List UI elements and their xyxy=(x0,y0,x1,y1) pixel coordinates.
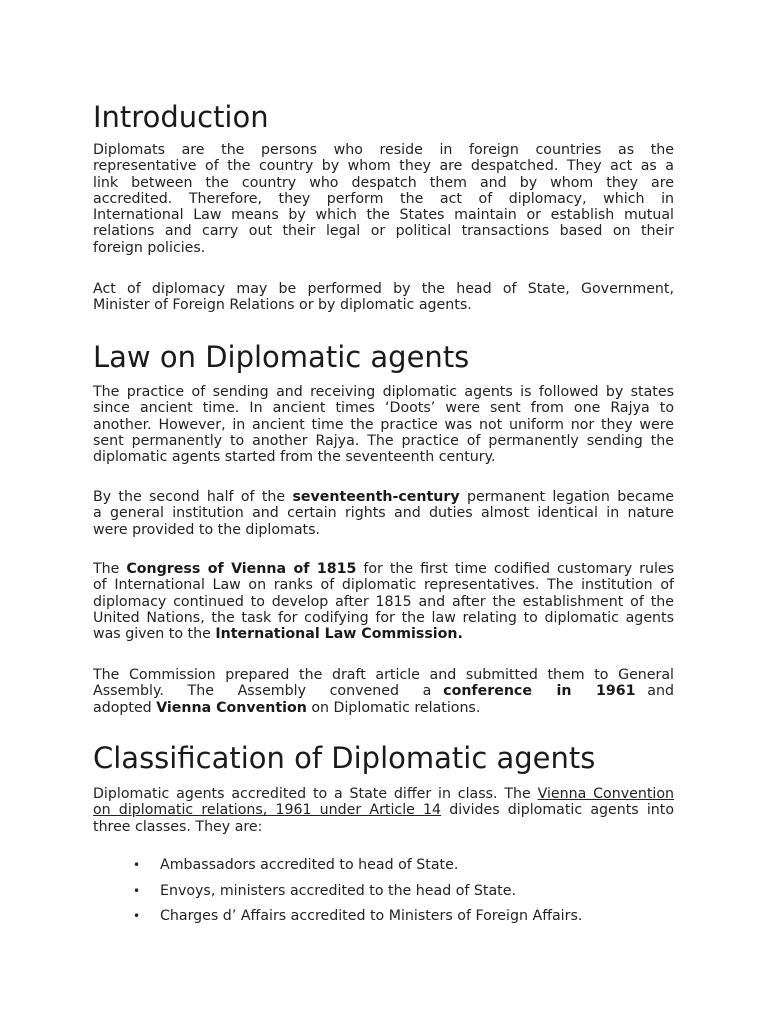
bold-text: Vienna Convention xyxy=(156,699,307,716)
paragraph-law-1 xyxy=(93,384,674,465)
text-line xyxy=(93,683,674,699)
paragraph-intro-1 xyxy=(93,142,674,256)
heading-introduction: Introduction xyxy=(93,100,269,134)
article-link[interactable]: Vienna Convention xyxy=(537,786,674,802)
list-item: • Charges d’ Affairs accredited to Ministers of Foreign Affairs. xyxy=(93,907,674,933)
text-span: on Diplomatic relations. xyxy=(306,699,481,716)
text-line: relations and carry out their legal or political transactions based on their xyxy=(93,223,674,240)
text-line: link between the country who despatch them and by whom they are xyxy=(93,174,674,191)
paragraph-intro-2 xyxy=(93,281,674,314)
text-line: since ancient time. In ancient times ‘Doots’ were sent from one Rajya to xyxy=(93,400,674,417)
text-line xyxy=(93,626,674,642)
text-line: Act of diplomacy may be performed by the head of State, Government, xyxy=(93,281,674,297)
text-line xyxy=(93,700,674,716)
text-line: were provided to the diplomats. xyxy=(93,521,320,538)
text-line: diplomacy continued to develop after 1815 and after the establishment of the xyxy=(93,593,674,610)
text-line: three classes. They are: xyxy=(93,818,263,835)
text-span: By the second half of the xyxy=(93,489,293,505)
bold-text: conference in 1961 xyxy=(443,683,636,700)
text-line xyxy=(93,786,674,802)
bold-text: Congress of Vienna of 1815 xyxy=(126,561,357,577)
text-line: foreign policies. xyxy=(93,239,206,256)
text-line xyxy=(93,489,674,505)
text-line: United Nations, the task for codifying for the law relating to diplomatic agents xyxy=(93,609,674,626)
paragraph-law-3 xyxy=(93,561,674,642)
list-item: • Envoys, ministers accredited to the head of State. xyxy=(93,882,674,908)
text-line: representative of the country by whom they are despatched. They act as a xyxy=(93,158,674,175)
text-span: The xyxy=(93,561,127,577)
bullet-list xyxy=(93,856,674,933)
text-span: divides diplomatic agents into xyxy=(441,802,674,819)
paragraph-law-4 xyxy=(93,667,674,716)
text-span: Assembly. The Assembly convened a xyxy=(93,683,444,700)
text-line: of International Law on ranks of diplomatic representatives. The institution of xyxy=(93,577,674,594)
text-span: was given to the xyxy=(93,626,216,643)
text-span: for the first time codified customary rules xyxy=(356,561,674,577)
text-line: diplomatic agents started from the seventeenth century. xyxy=(93,449,496,466)
text-span: and xyxy=(635,683,674,700)
article-link[interactable]: on diplomatic relations, 1961 under Article 14 xyxy=(93,802,442,819)
text-span: permanent legation became xyxy=(459,489,674,505)
bold-text: seventeenth-century xyxy=(292,489,460,505)
paragraph-law-2 xyxy=(93,489,674,538)
paragraph-classification xyxy=(93,786,674,835)
text-line xyxy=(93,561,674,577)
text-line: accredited. Therefore, they perform the act of diplomacy, which in xyxy=(93,190,674,207)
text-span: adopted xyxy=(93,699,157,716)
text-line xyxy=(93,802,674,818)
heading-classification: Classification of Diplomatic agents xyxy=(93,741,596,775)
text-line: sent permanently to another Rajya. The practice of permanently sending the xyxy=(93,432,674,449)
bold-text: International Law Commission. xyxy=(215,626,463,643)
text-line: a general institution and certain rights and duties almost identical in nature xyxy=(93,505,674,522)
text-line: Minister of Foreign Relations or by diplomatic agents. xyxy=(93,297,472,314)
heading-law-on-diplomatic-agents: Law on Diplomatic agents xyxy=(93,340,470,374)
text-span: Diplomatic agents accredited to a State differ in class. The xyxy=(93,786,538,802)
text-line: another. However, in ancient time the practice was not uniform nor they were xyxy=(93,416,674,433)
list-item: • Ambassadors accredited to head of State. xyxy=(93,856,674,882)
text-line: The practice of sending and receiving diplomatic agents is followed by states xyxy=(93,384,674,400)
text-line: The Commission prepared the draft article and submitted them to General xyxy=(93,667,674,683)
text-line: International Law means by which the States maintain or establish mutual xyxy=(93,207,674,224)
text-line: Diplomats are the persons who reside in foreign countries as the xyxy=(93,142,674,158)
